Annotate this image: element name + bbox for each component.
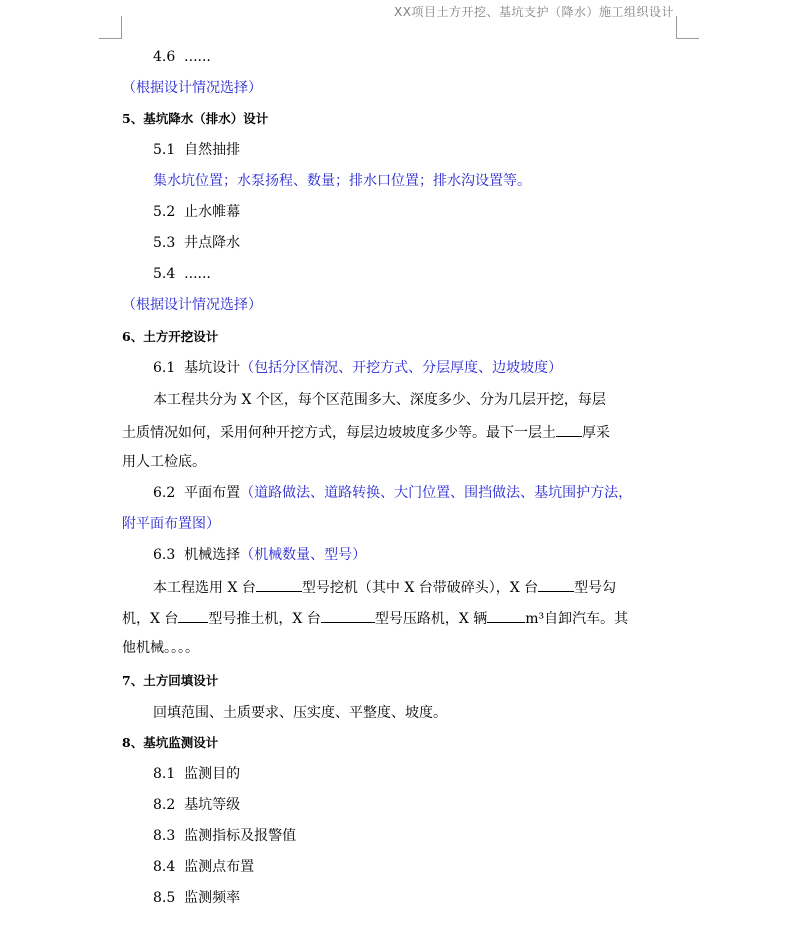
- section-5-4: [153, 265, 211, 283]
- paragraph-6-3-line-3: 他机械。。。。: [122, 640, 199, 656]
- heading-7: 7、土方回填设计: [122, 673, 219, 688]
- section-number: 8.5: [153, 890, 176, 906]
- section-title: 平面布置: [184, 485, 241, 501]
- section-title: 监测点布置: [184, 859, 255, 875]
- heading-8: 8、基坑监测设计: [122, 735, 219, 750]
- section-number: 8.2: [153, 797, 176, 813]
- text-segment: 型号勾: [574, 580, 617, 596]
- margin-corner-mark-right: [676, 16, 699, 39]
- section-number: 6.1: [153, 360, 176, 376]
- blank-underline: [321, 608, 375, 623]
- section-number: 5.3: [153, 235, 176, 251]
- section-title: 自然抽排: [184, 142, 241, 158]
- section-8-3: [153, 827, 296, 845]
- section-5-1-note: 集水坑位置；水泵扬程、数量；排水口位置；排水沟设置等。: [153, 173, 531, 189]
- section-number: 5.1: [153, 142, 176, 158]
- paragraph-6-1-line-3: 用人工检底。: [122, 454, 206, 470]
- section-number: 5.2: [153, 204, 176, 220]
- paragraph-6-3-line-1: [153, 577, 616, 597]
- section-title: 监测目的: [184, 766, 241, 782]
- paragraph-6-1-line-1: 本工程共分为 X 个区，每个区范围多大、深度多少、分为几层开挖，每层: [153, 392, 606, 408]
- blank-underline: [538, 577, 574, 592]
- section-5-2: [153, 203, 240, 221]
- section-4-6: [153, 48, 211, 66]
- section-8-4: [153, 858, 254, 876]
- section-note: （包括分区情况、开挖方式、分层厚度、边坡坡度）: [240, 360, 563, 376]
- section-number: 6.2: [153, 485, 176, 501]
- section-5-1: [153, 141, 240, 159]
- blank-underline: [487, 608, 525, 623]
- section-title: ......: [184, 49, 211, 65]
- section-title: 监测指标及报警值: [184, 828, 297, 844]
- paragraph-7: 回填范围、土质要求、压实度、平整度、坡度。: [153, 705, 447, 721]
- section-number: 8.4: [153, 859, 176, 875]
- text-segment: m³自卸汽车。其: [525, 611, 629, 627]
- section-8-1: [153, 765, 240, 783]
- section-number: 4.6: [153, 49, 176, 65]
- section-title: 机械选择: [184, 547, 241, 563]
- text-segment: 本工程选用 X 台: [153, 580, 256, 596]
- section-number: 6.3: [153, 547, 176, 563]
- section-title: ......: [184, 266, 211, 282]
- section-8-5: [153, 889, 240, 907]
- text-segment: 土质情况如何，采用何种开挖方式，每层边坡坡度多少等。最下一层土: [122, 425, 556, 441]
- section-number: 5.4: [153, 266, 176, 282]
- text-segment: 型号推土机，X 台: [208, 611, 321, 627]
- section-note: （机械数量、型号）: [240, 547, 367, 563]
- margin-corner-mark-left: [99, 16, 122, 39]
- section-5-3: [153, 234, 240, 252]
- section-title: 井点降水: [184, 235, 241, 251]
- section-6-2: [153, 484, 632, 502]
- section-title: 基坑等级: [184, 797, 241, 813]
- section-number: 8.3: [153, 828, 176, 844]
- section-6-3: [153, 546, 366, 564]
- section-title: 监测频率: [184, 890, 241, 906]
- section-note: （道路做法、道路转换、大门位置、围挡做法、基坑围护方法，: [240, 485, 633, 501]
- paragraph-6-3-line-2: [122, 608, 628, 628]
- section-number: 8.1: [153, 766, 176, 782]
- page-header: XX项目土方开挖、基坑支护（降水）施工组织设计: [394, 5, 674, 19]
- section-6-2-note-cont: 附平面布置图）: [122, 516, 220, 532]
- blank-underline: [256, 577, 302, 592]
- text-segment: 型号压路机，X 辆: [374, 611, 488, 627]
- choose-note-1: （根据设计情况选择）: [122, 80, 262, 96]
- blank-underline: [556, 422, 582, 437]
- blank-underline: [178, 608, 208, 623]
- choose-note-2: （根据设计情况选择）: [122, 297, 262, 313]
- heading-5: 5、基坑降水（排水）设计: [122, 111, 269, 126]
- section-6-1: [153, 359, 562, 377]
- section-title: 止水帷幕: [184, 204, 241, 220]
- heading-6: 6、土方开挖设计: [122, 329, 219, 344]
- text-segment: 厚采: [582, 425, 610, 441]
- section-8-2: [153, 796, 240, 814]
- text-segment: 型号挖机（其中 X 台带破碎头），X 台: [301, 580, 539, 596]
- paragraph-6-1-line-2: [122, 422, 610, 442]
- section-title: 基坑设计: [184, 360, 241, 376]
- text-segment: 机，X 台: [122, 611, 179, 627]
